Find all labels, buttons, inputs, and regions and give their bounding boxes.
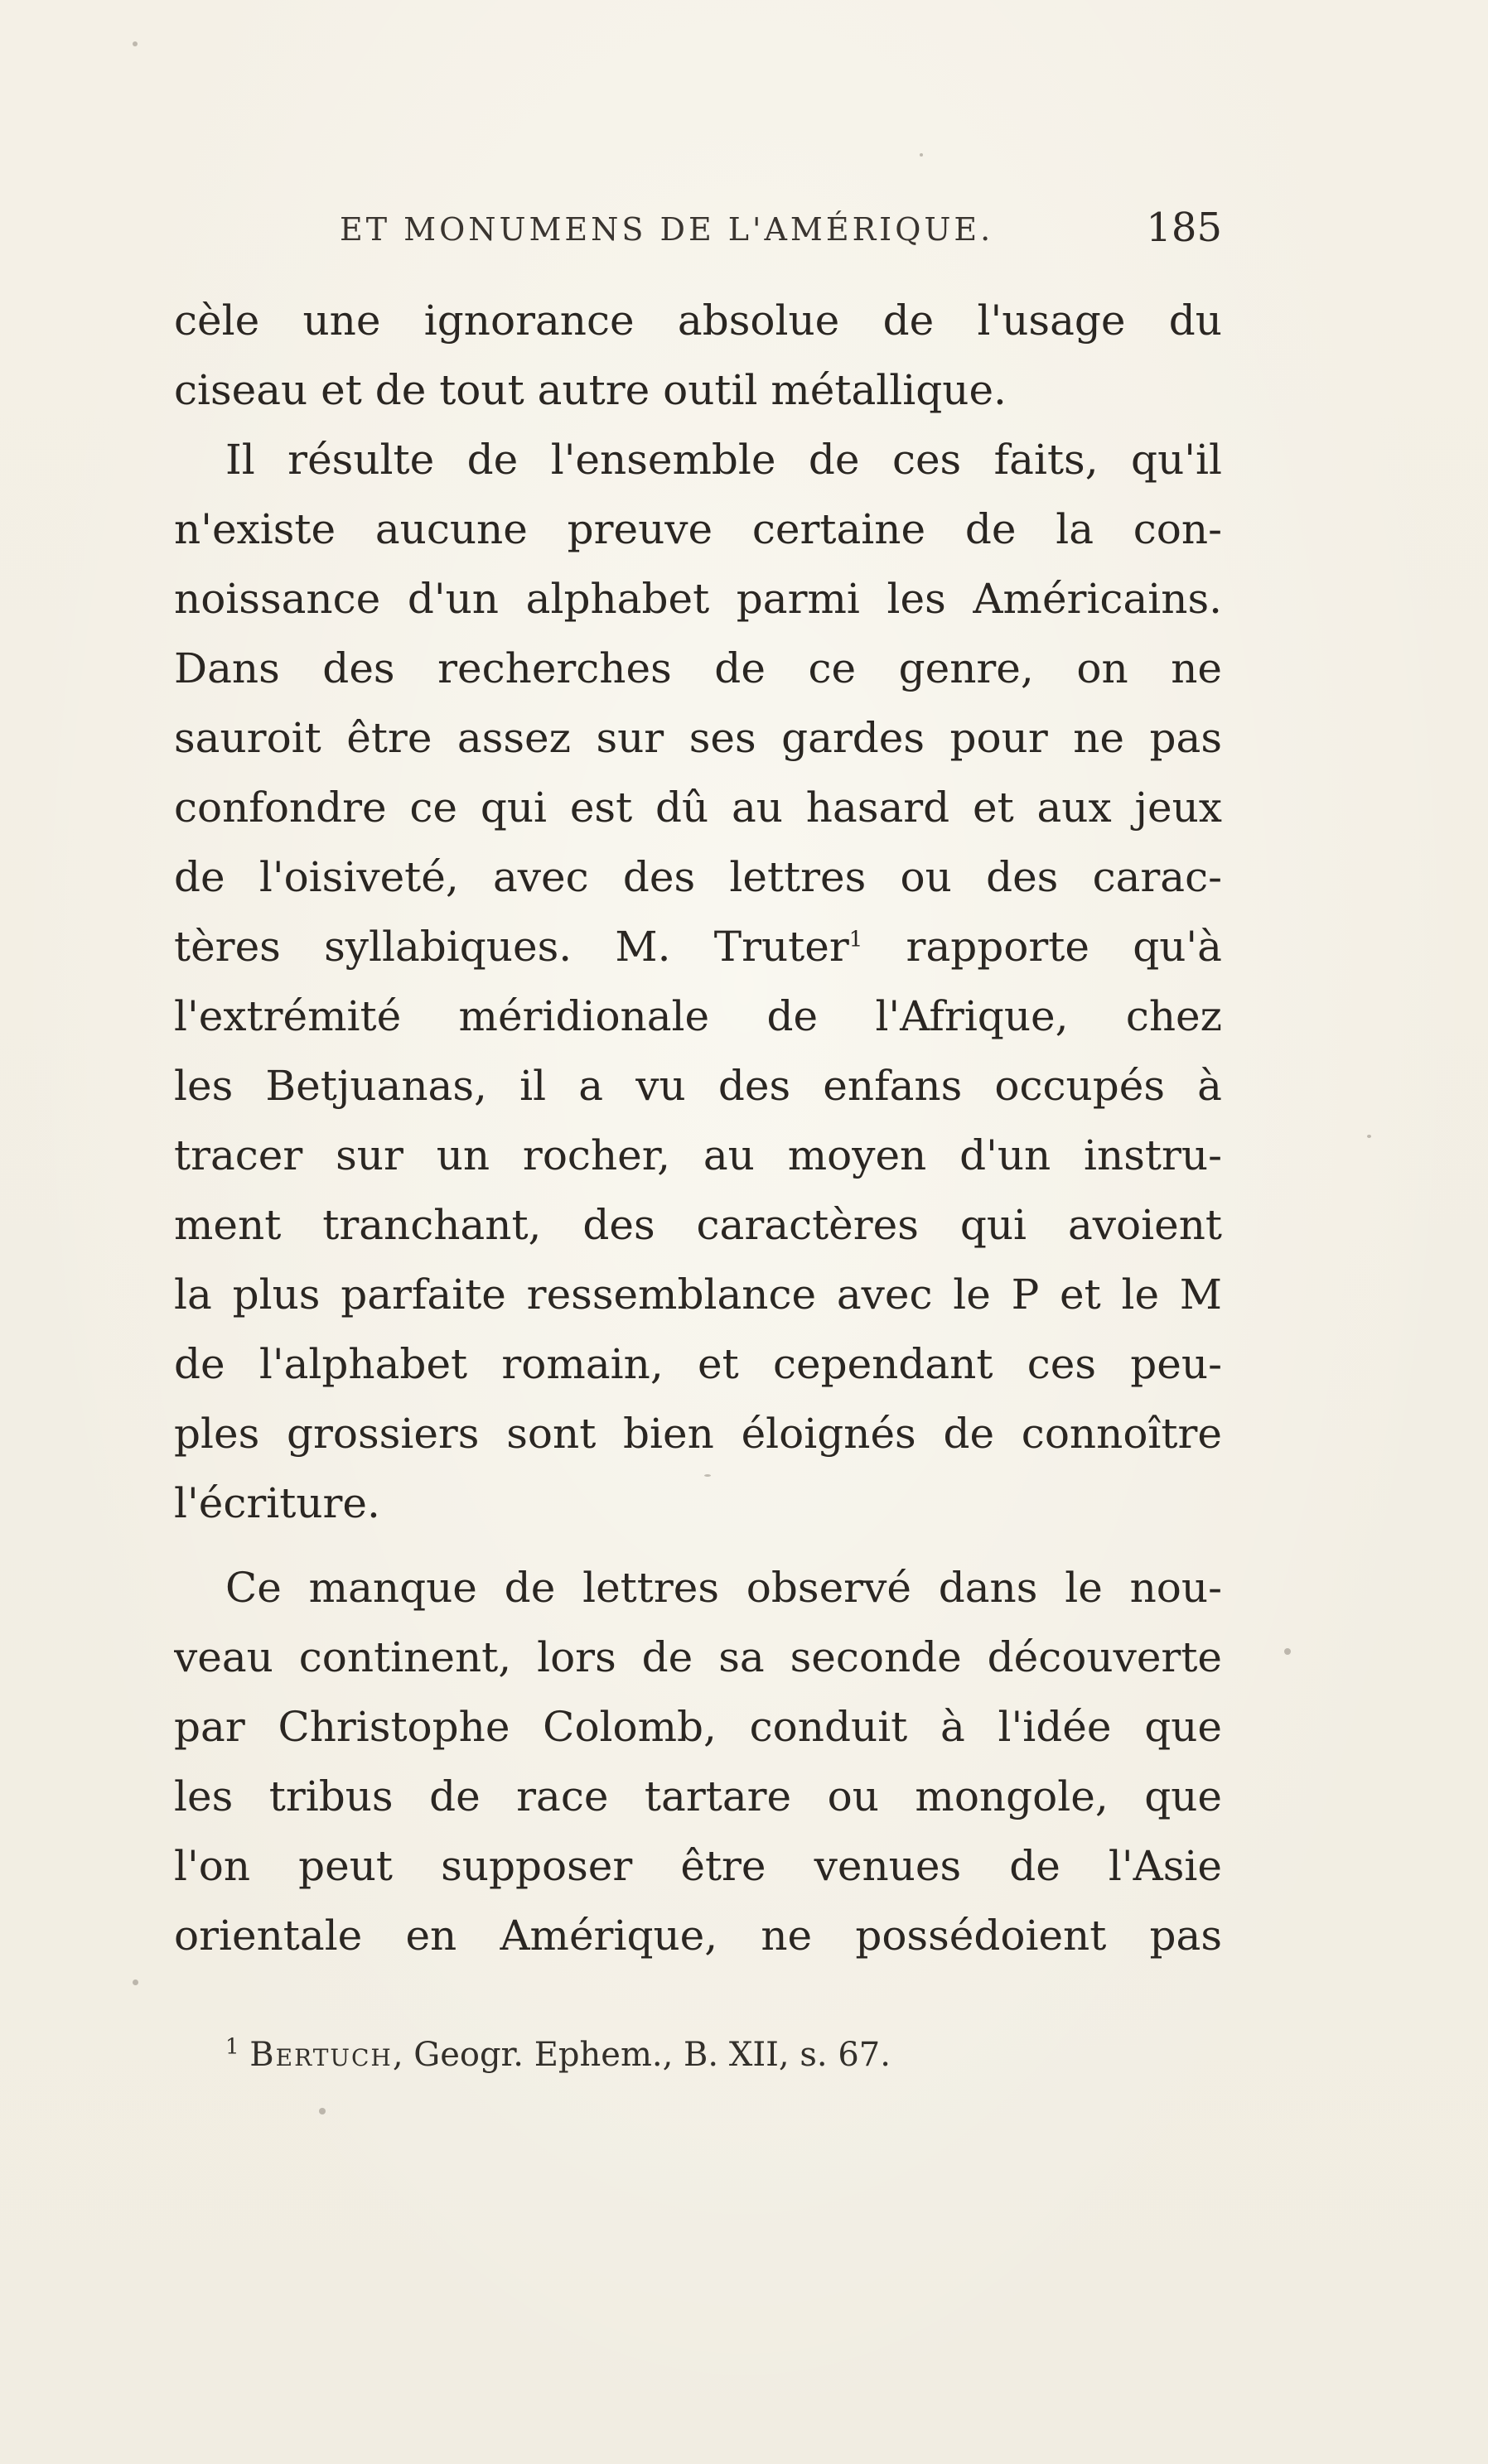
text-line: sauroit être assez sur ses gardes pour ne pas	[174, 714, 1222, 762]
page-number: 185	[1146, 205, 1222, 251]
text-line: veau continent, lors de sa seconde découverte	[174, 1633, 1222, 1681]
body-text	[174, 286, 1222, 1970]
text-line: de l'oisiveté, avec des lettres ou des carac-	[174, 853, 1222, 901]
text-line-with-footnote-ref	[174, 912, 1222, 981]
paper-speck	[133, 1979, 138, 1985]
text-line: ciseau et de tout autre outil métallique.	[174, 366, 1007, 414]
text-line: les tribus de race tartare ou mongole, que	[174, 1772, 1222, 1820]
footnote-citation: , Geogr. Ephem., B. XII, s. 67.	[392, 2036, 891, 2074]
page-header	[170, 205, 1222, 261]
text-line: cèle une ignorance absolue de l'usage du	[174, 297, 1222, 345]
text-line: par Christophe Colomb, conduit à l'idée que	[174, 1703, 1222, 1751]
footnote	[225, 2036, 891, 2074]
text-line: orientale en Amérique, ne possédoient pas	[174, 1912, 1222, 1960]
text-line: Ce manque de lettres observé dans le nou-	[225, 1564, 1222, 1612]
text-line: confondre ce qui est dû au hasard et aux jeux	[174, 784, 1222, 832]
text-line: Il résulte de l'ensemble de ces faits, qu'il	[225, 436, 1222, 484]
footnote-author: Bertuch	[249, 2036, 393, 2074]
text-line: n'existe aucune preuve certaine de la con-	[174, 505, 1222, 553]
footnote-reference: 1	[848, 927, 863, 952]
paper-speck	[1367, 1135, 1371, 1138]
text-segment: tères syllabiques. M. Truter	[174, 923, 849, 971]
text-line: ment tranchant, des caractères qui avoient	[174, 1201, 1222, 1249]
paper-speck	[704, 1474, 711, 1477]
paper-speck	[920, 153, 923, 157]
text-line: ples grossiers sont bien éloignés de connoître	[174, 1410, 1222, 1458]
paper-speck	[1284, 1648, 1291, 1655]
text-line: l'extrémité méridionale de l'Afrique, chez	[174, 992, 1222, 1040]
running-head: ET MONUMENS DE L'AMÉRIQUE.	[340, 211, 994, 248]
footnote-marker: 1	[225, 2034, 239, 2060]
text-segment: rapporte qu'à	[862, 923, 1222, 971]
text-line: l'écriture.	[174, 1479, 380, 1527]
paper-speck	[133, 41, 138, 46]
paper-speck	[319, 2108, 326, 2114]
text-line: les Betjuanas, il a vu des enfans occupés à	[174, 1062, 1222, 1110]
text-line: la plus parfaite ressemblance avec le P et le M	[174, 1271, 1222, 1319]
text-line: l'on peut supposer être venues de l'Asie	[174, 1842, 1222, 1890]
paragraph-gap	[174, 1538, 1222, 1553]
text-line: tracer sur un rocher, au moyen d'un instru-	[174, 1131, 1222, 1179]
text-line: noissance d'un alphabet parmi les Américains.	[174, 575, 1222, 623]
text-line: de l'alphabet romain, et cependant ces peu-	[174, 1340, 1222, 1388]
text-line: Dans des recherches de ce genre, on ne	[174, 644, 1222, 692]
